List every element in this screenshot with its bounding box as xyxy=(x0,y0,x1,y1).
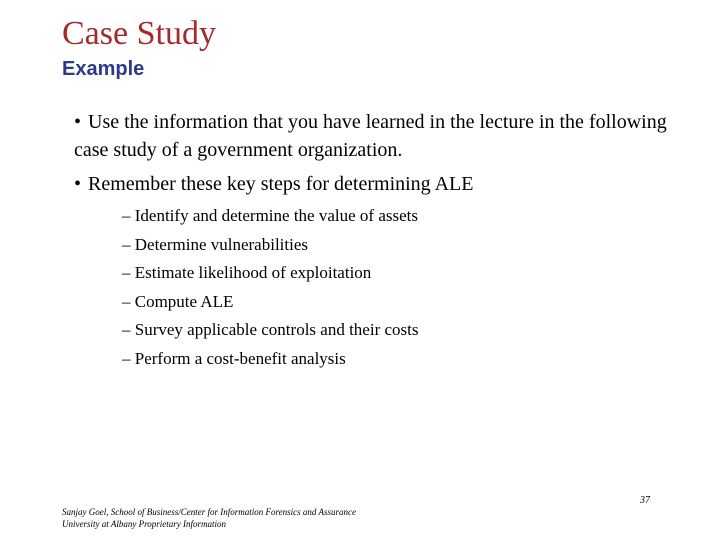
slide-title: Case Study xyxy=(62,15,216,52)
bullet-text: Remember these key steps for determining ALE xyxy=(88,173,474,195)
bullet-dot: • xyxy=(74,111,82,133)
bullet-list xyxy=(74,108,674,204)
sub-bullet-item: – Survey applicable controls and their costs xyxy=(122,320,419,340)
bullet-text: Use the information that you have learned in the lecture in the following case study of a government organization. xyxy=(74,111,667,161)
page-number: 37 xyxy=(640,495,650,506)
sub-bullet-item: – Compute ALE xyxy=(122,291,234,311)
slide-subtitle: Example xyxy=(62,58,145,80)
sub-bullet-item: – Identify and determine the value of assets xyxy=(122,206,418,225)
footer-line-2: University at Albany Proprietary Information xyxy=(62,519,226,529)
sub-bullet-list xyxy=(122,202,418,374)
bullet-dot: • xyxy=(74,173,82,195)
bullet-item xyxy=(74,170,674,198)
bullet-item xyxy=(74,108,674,164)
sub-bullet-item: – Determine vulnerabilities xyxy=(122,234,308,254)
footer-line-1: Sanjay Goel, School of Business/Center for Information Forensics and Assurance xyxy=(62,507,356,517)
sub-bullet-item: – Perform a cost-benefit analysis xyxy=(122,348,346,368)
sub-bullet-item: – Estimate likelihood of exploitation xyxy=(122,263,372,283)
footer xyxy=(62,506,356,530)
